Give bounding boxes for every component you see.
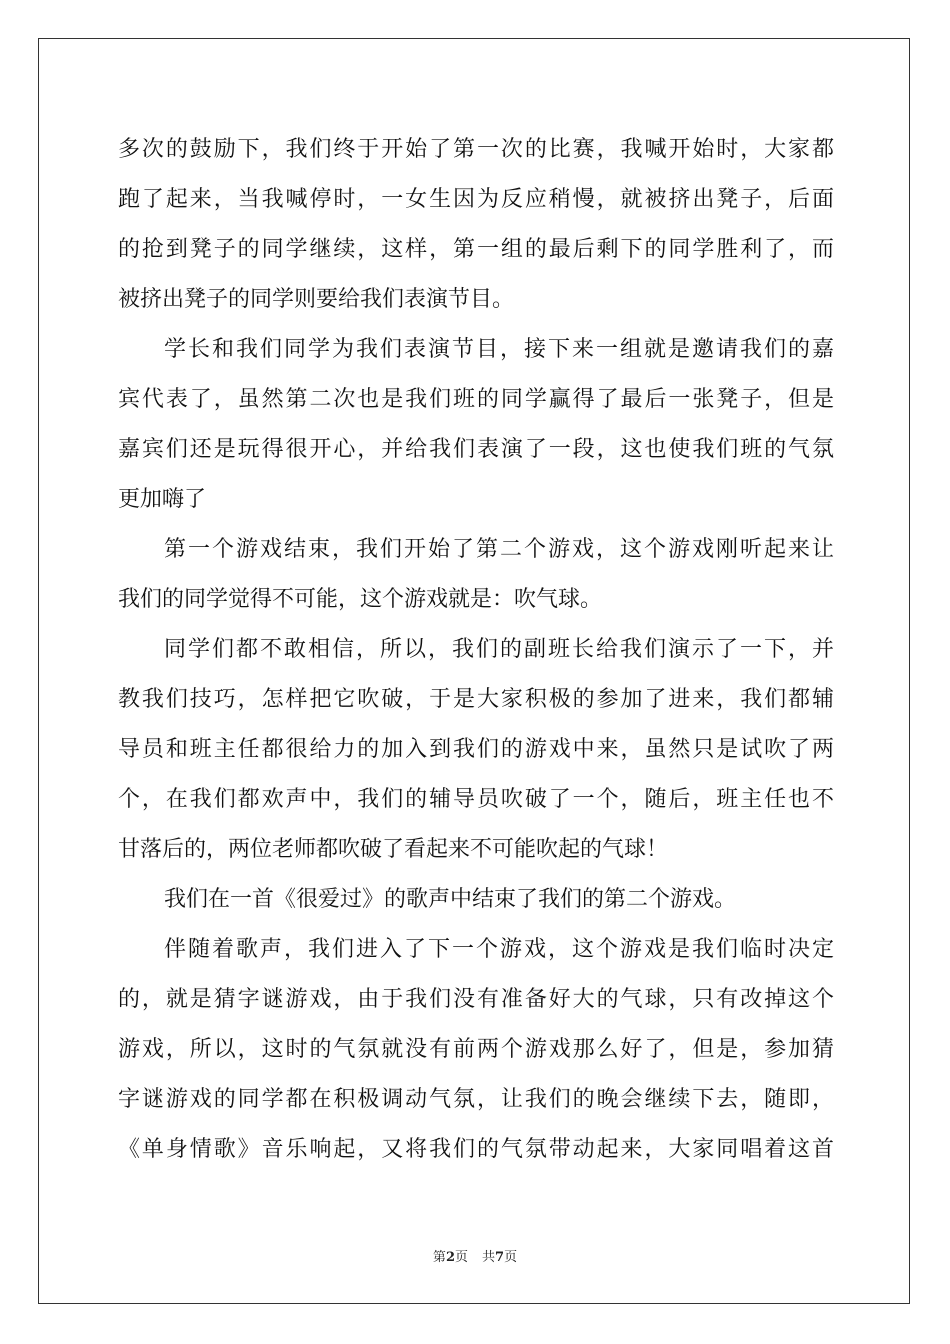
- text-line: 个，在我们都欢声中，我们的辅导员吹破了一个，随后，班主任也不: [118, 787, 834, 812]
- total-label-prefix: 共: [482, 1250, 496, 1265]
- current-page-number: 2: [445, 1250, 455, 1265]
- page-label-prefix: 第: [432, 1250, 446, 1265]
- page-footer: [0, 1246, 950, 1265]
- total-label-suffix: 页: [504, 1250, 518, 1265]
- text-line: 更加嗨了: [118, 487, 207, 512]
- text-line: 多次的鼓励下，我们终于开始了第一次的比赛，我喊开始时，大家都: [118, 137, 834, 162]
- text-line: 同学们都不敢相信，所以，我们的副班长给我们演示了一下，并: [164, 637, 834, 662]
- text-line: 的，就是猜字谜游戏，由于我们没有准备好大的气球，只有改掉这个: [118, 987, 834, 1012]
- total-page-number: 7: [495, 1250, 505, 1265]
- text-line: 跑了起来，当我喊停时，一女生因为反应稍慢，就被挤出凳子，后面: [118, 187, 834, 212]
- text-line: 我们在一首《很爱过》的歌声中结束了我们的第二个游戏。: [164, 887, 737, 912]
- text-line: 我们的同学觉得不可能，这个游戏就是：吹气球。: [118, 587, 603, 612]
- text-line: 学长和我们同学为我们表演节目，接下来一组就是邀请我们的嘉: [164, 337, 834, 362]
- text-line: 第一个游戏结束，我们开始了第二个游戏，这个游戏刚听起来让: [164, 537, 834, 562]
- text-line: 《单身情歌》音乐响起，又将我们的气氛带动起来，大家同唱着这首: [118, 1137, 834, 1162]
- text-line: 被挤出凳子的同学则要给我们表演节目。: [118, 287, 515, 312]
- text-line: 教我们技巧，怎样把它吹破，于是大家积极的参加了进来，我们都辅: [118, 687, 834, 712]
- page-label-suffix: 页: [454, 1250, 468, 1265]
- text-line: 甘落后的，两位老师都吹破了看起来不可能吹起的气球！: [118, 837, 669, 862]
- text-line: 的抢到凳子的同学继续，这样，第一组的最后剩下的同学胜利了，而: [118, 237, 834, 262]
- text-line: 伴随着歌声，我们进入了下一个游戏，这个游戏是我们临时决定: [164, 937, 834, 962]
- document-body: [118, 125, 834, 1175]
- text-line: 嘉宾们还是玩得很开心，并给我们表演了一段，这也使我们班的气氛: [118, 437, 834, 462]
- text-line: 导员和班主任都很给力的加入到我们的游戏中来，虽然只是试吹了两: [118, 737, 834, 762]
- text-line: 字谜游戏的同学都在积极调动气氛，让我们的晚会继续下去，随即，: [118, 1087, 834, 1112]
- text-line: 游戏，所以，这时的气氛就没有前两个游戏那么好了，但是，参加猜: [118, 1037, 834, 1062]
- text-line: 宾代表了，虽然第二次也是我们班的同学赢得了最后一张凳子，但是: [118, 387, 834, 412]
